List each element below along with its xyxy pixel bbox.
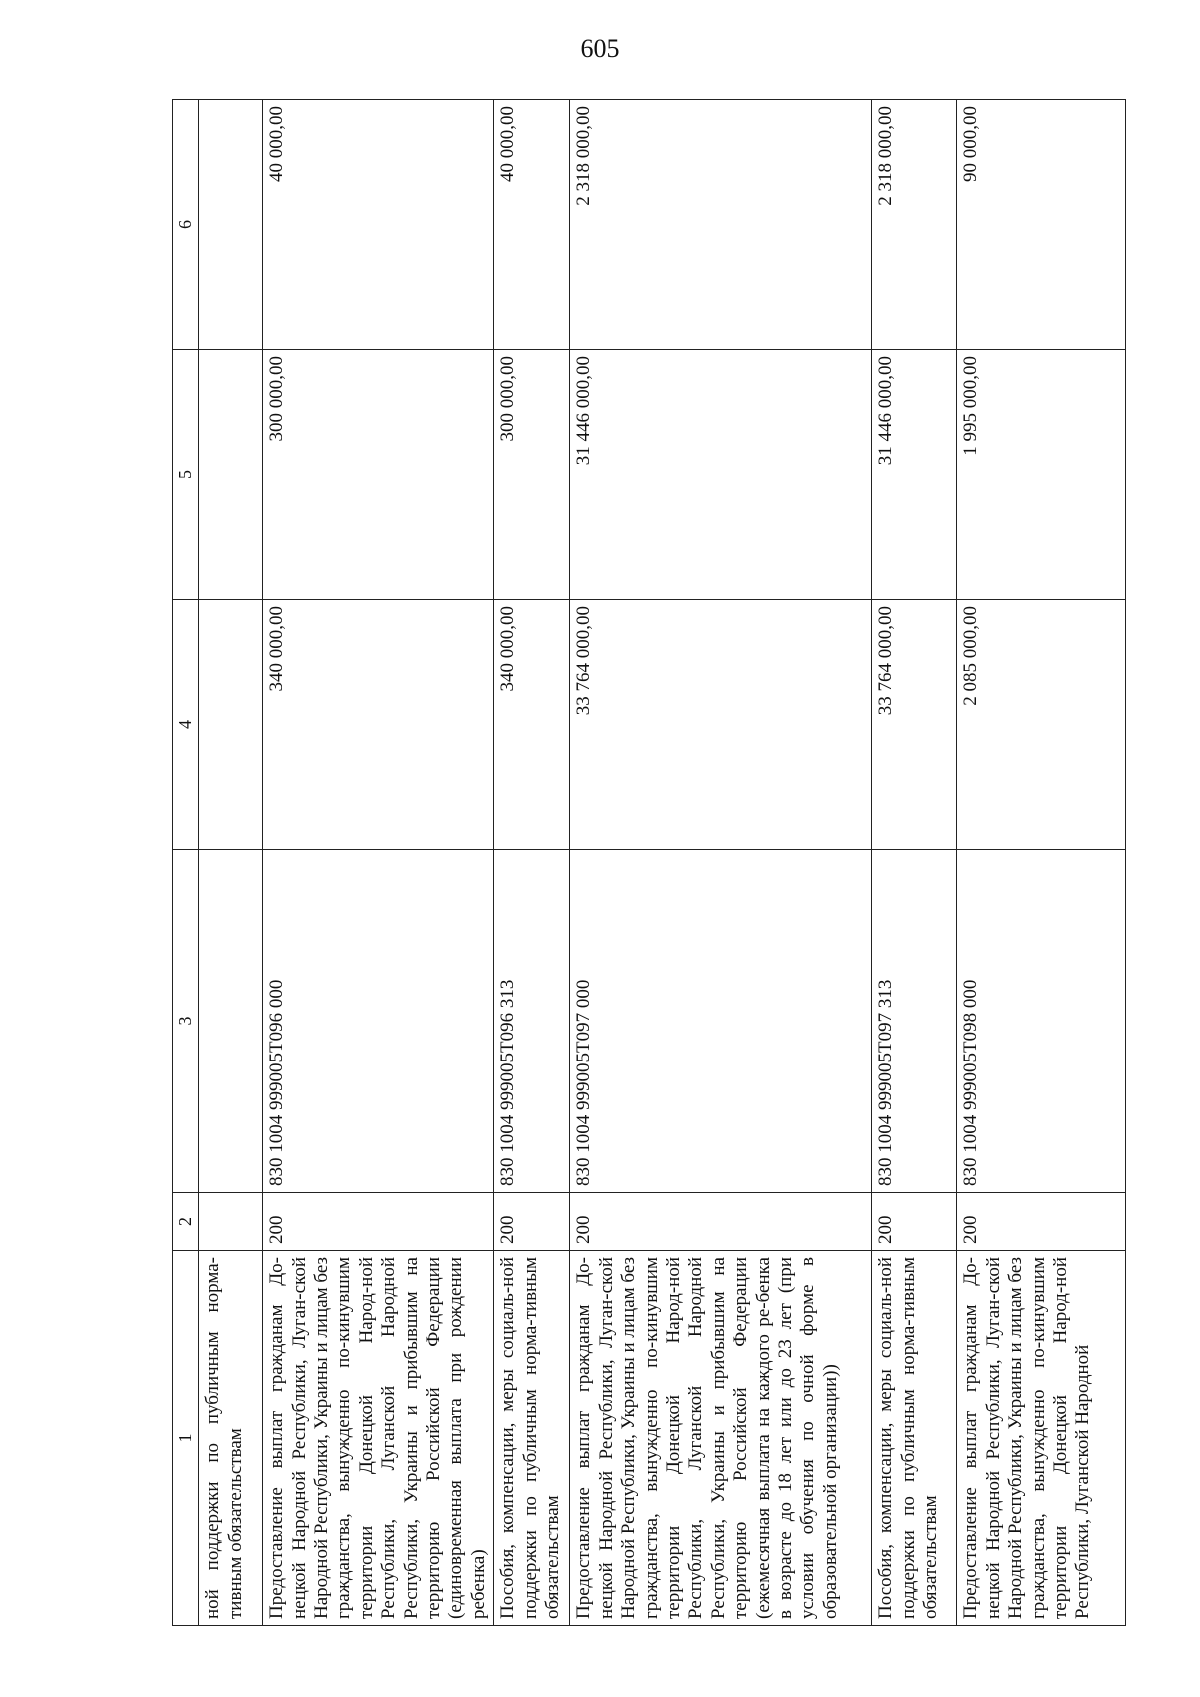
row-value-6: 90 000,00 (957, 100, 1126, 350)
row-value-4: 340 000,00 (494, 600, 570, 850)
row-code: 830 1004 999005Т098 000 (957, 850, 1126, 1193)
row-grbs: 200 (872, 1193, 957, 1251)
row-code: 830 1004 999005Т097 000 (570, 850, 872, 1193)
header-col-3: 3 (173, 850, 199, 1193)
row-description: Предоставление выплат гражданам До-нецкой Народной Республики, Луган-ской Народной Республики, Украины и лицам без гражданства, вынужденно по-кинувшим территории Донецкой Народ-ной Республики, Луганской Народной Республики, Украины и прибывшим на территорию Российской Федерации (ежемесячная выплата на каждого ре-бенка в возрасте до 18 лет или до 23 лет (при условии обучения по очной форме в образовательной организации)) (570, 1251, 872, 1626)
table-row (494, 100, 570, 1626)
row-code (199, 850, 263, 1193)
row-value-5: 1 995 000,00 (957, 350, 1126, 600)
row-value-6: 40 000,00 (494, 100, 570, 350)
row-description: Пособия, компенсации, меры социаль-ной поддержки по публичным норма-тивным обязательствам (494, 1251, 570, 1626)
row-grbs: 200 (494, 1193, 570, 1251)
row-value-4: 33 764 000,00 (872, 600, 957, 850)
table-row (263, 100, 494, 1626)
table-row (570, 100, 872, 1626)
row-value-5: 31 446 000,00 (570, 350, 872, 600)
row-grbs: 200 (570, 1193, 872, 1251)
row-value-4: 340 000,00 (263, 600, 494, 850)
row-description: ной поддержки по публичным норма-тивным обязательствам (199, 1251, 263, 1626)
row-value-4 (199, 600, 263, 850)
header-col-4: 4 (173, 600, 199, 850)
table-row (199, 100, 263, 1626)
table-row (957, 100, 1126, 1626)
row-grbs (199, 1193, 263, 1251)
row-value-5: 31 446 000,00 (872, 350, 957, 600)
header-col-1: 1 (173, 1251, 199, 1626)
row-value-6: 2 318 000,00 (570, 100, 872, 350)
row-value-6: 40 000,00 (263, 100, 494, 350)
budget-table (172, 99, 1126, 1626)
row-code: 830 1004 999005Т097 313 (872, 850, 957, 1193)
row-description: Предоставление выплат гражданам До-нецкой Народной Республики, Луган-ской Народной Республики, Украины и лицам без гражданства, вынужденно по-кинувшим территории Донецкой Народ-ной Республики, Луганской Народной Республики, Украины и прибывшим на территорию Российской Федерации (единовременная выплата при рождении ребенка) (263, 1251, 494, 1626)
row-value-4: 33 764 000,00 (570, 600, 872, 850)
table-row (872, 100, 957, 1626)
row-description: Пособия, компенсации, меры социаль-ной поддержки по публичным норма-тивным обязательствам (872, 1251, 957, 1626)
table-header-row (173, 100, 199, 1626)
row-value-6: 2 318 000,00 (872, 100, 957, 350)
header-col-5: 5 (173, 350, 199, 600)
row-description: Предоставление выплат гражданам До-нецкой Народной Республики, Луган-ской Народной Республики, Украины и лицам без гражданства, вынужденно по-кинувшим территории Донецкой Народ-ной Республики, Луганской Народной (957, 1251, 1126, 1626)
header-col-6: 6 (173, 100, 199, 350)
row-value-5: 300 000,00 (263, 350, 494, 600)
page-number: 605 (580, 34, 620, 63)
row-code: 830 1004 999005Т096 313 (494, 850, 570, 1193)
row-value-5 (199, 350, 263, 600)
row-value-5: 300 000,00 (494, 350, 570, 600)
header-col-2: 2 (173, 1193, 199, 1251)
row-value-6 (199, 100, 263, 350)
row-value-4: 2 085 000,00 (957, 600, 1126, 850)
row-code: 830 1004 999005Т096 000 (263, 850, 494, 1193)
row-grbs: 200 (263, 1193, 494, 1251)
row-grbs: 200 (957, 1193, 1126, 1251)
rotated-table-wrapper (172, 100, 1126, 1626)
